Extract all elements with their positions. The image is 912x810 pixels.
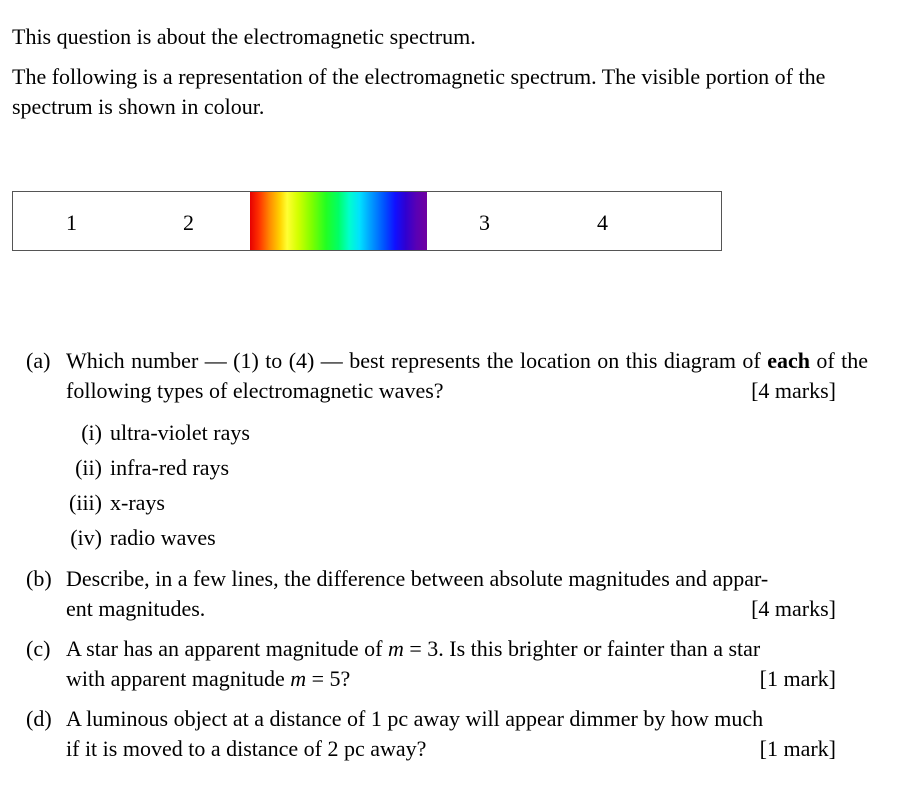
part-b-line-1: Describe, in a few lines, the difference between absolute magnitudes and appar- [66,566,769,591]
part-a-marks: [4 marks] [751,378,836,403]
part-b-label: (b) [26,566,52,591]
part-c-label: (c) [26,636,51,661]
part-b-marks: [4 marks] [751,596,836,621]
part-d-marks: [1 mark] [759,736,836,761]
part-b-line-2: ent magnitudes. [66,596,206,621]
part-d-label: (d) [26,706,52,731]
spectrum-label-4: 4 [597,210,608,235]
part-d-line-2: if it is moved to a distance of 2 pc away? [66,736,427,761]
visible-spectrum-band [250,192,427,250]
part-a-emphasis: each [767,348,810,373]
part-a-label: (a) [26,348,51,373]
part-c-line-2: with apparent magnitude m = 5? [66,666,351,691]
intro-line-2: The following is a representation of the electromagnetic spectrum. The visible portion of the spectrum is shown in colour. [12,64,826,119]
spectrum-label-2: 2 [183,210,194,235]
part-c-marks: [1 mark] [759,666,836,691]
part-c-line-1: A star has an apparent magnitude of m = 3. Is this brighter or fainter than a star [66,636,761,661]
part-a-text: Which number — (1) to (4) — best represents the location on this diagram of each of the following types of electromagnetic waves? [66,348,869,403]
spectrum-diagram [12,191,722,251]
spectrum-label-1: 1 [66,210,77,235]
intro-line-1: This question is about the electromagnetic spectrum. [12,24,476,49]
part-d-line-1: A luminous object at a distance of 1 pc away will appear dimmer by how much [66,706,764,731]
spectrum-label-3: 3 [479,210,490,235]
